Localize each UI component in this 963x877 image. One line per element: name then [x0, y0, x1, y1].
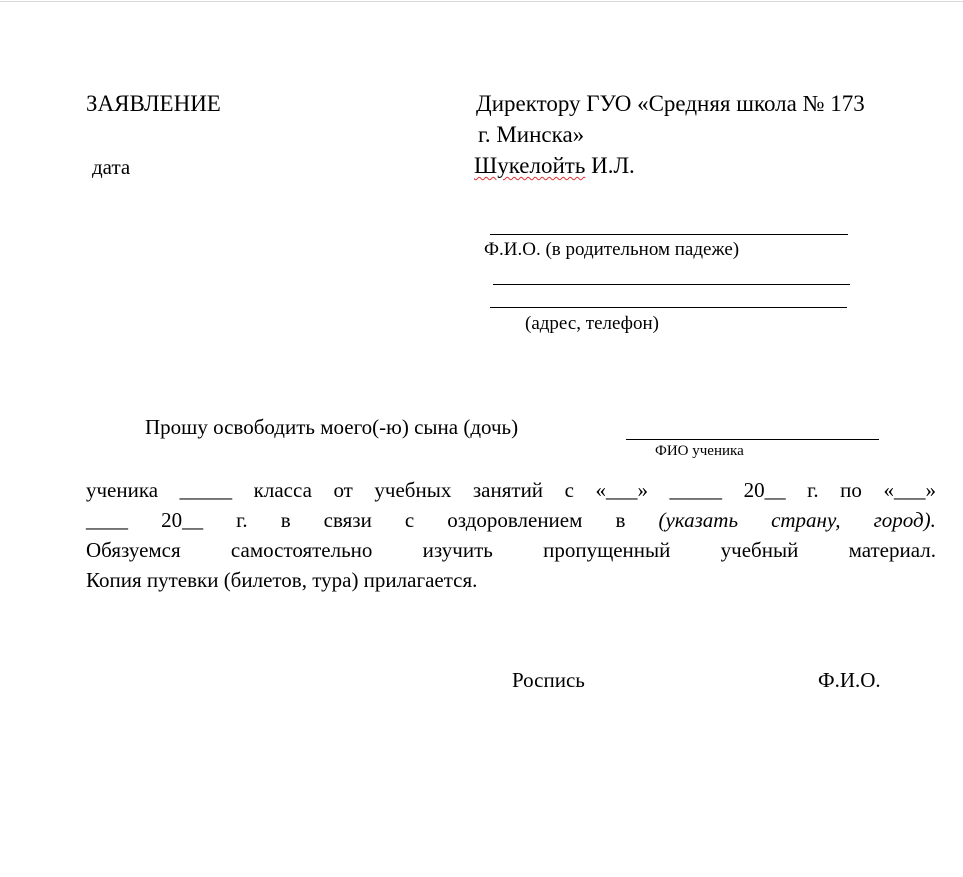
line2-word: связи	[323, 508, 372, 532]
line2-word: в	[615, 508, 626, 532]
line1-word: _____	[669, 478, 723, 502]
line1-word: от	[333, 478, 353, 502]
line1-word: с	[564, 478, 574, 502]
line3-word: самостоятельно	[230, 538, 373, 562]
student-fio-caption: ФИО ученика	[655, 443, 744, 459]
student-fio-line	[626, 439, 879, 440]
line1-word: 20__	[743, 478, 786, 502]
sender-address-line-2	[490, 307, 847, 308]
line2-word: 20__	[161, 508, 204, 532]
line2-word: в	[280, 508, 291, 532]
paragraph-line-3	[86, 535, 936, 565]
signature-label: Роспись	[512, 668, 585, 692]
date-label: дата	[92, 155, 131, 179]
addressee-surname: Шукелойть	[474, 153, 586, 178]
sender-fio-line	[490, 234, 848, 235]
line2-italic-word: (указать	[658, 508, 738, 532]
line1-word: класса	[253, 478, 312, 502]
line1-word: «___»	[883, 478, 936, 502]
line1-word: г.	[807, 478, 819, 502]
line1-word: _____	[179, 478, 233, 502]
sender-address-line-1	[493, 284, 850, 285]
addressee-line-1: Директору ГУО «Средняя школа № 173	[476, 91, 865, 116]
line1-word: по	[840, 478, 862, 502]
paragraph-line-1	[86, 475, 936, 505]
addressee-name: Шукелойть И.Л.	[474, 153, 635, 178]
addressee-line-2: г. Минска»	[478, 122, 585, 147]
sender-address-caption: (адрес, телефон)	[525, 313, 659, 334]
paragraph-line-4: Копия путевки (билетов, тура) прилагается.	[86, 568, 478, 592]
footer-fio-label: Ф.И.О.	[818, 668, 881, 692]
line3-word: Обязуемся	[86, 538, 181, 562]
document-title: ЗАЯВЛЕНИЕ	[86, 91, 221, 116]
paragraph-line-2	[86, 505, 936, 535]
page-top-edge	[0, 1, 963, 2]
request-text: Прошу освободить моего(-ю) сына (дочь)	[145, 415, 519, 439]
line1-word: «___»	[595, 478, 648, 502]
line1-word: занятий	[472, 478, 544, 502]
line3-word: учебный	[720, 538, 799, 562]
line3-word: изучить	[422, 538, 493, 562]
sender-fio-caption: Ф.И.О. (в родительном падеже)	[484, 239, 740, 260]
line1-word: ученика	[86, 478, 159, 502]
line2-word: оздоровлением	[447, 508, 583, 532]
line2-word: с	[404, 508, 415, 532]
line2-word: ____	[86, 508, 128, 532]
line3-word: материал.	[848, 538, 936, 562]
line1-word: учебных	[374, 478, 452, 502]
line2-italic-word: страну,	[771, 508, 841, 532]
line3-word: пропущенный	[543, 538, 671, 562]
line2-italic-word: город).	[873, 508, 936, 532]
line2-word: г.	[236, 508, 248, 532]
